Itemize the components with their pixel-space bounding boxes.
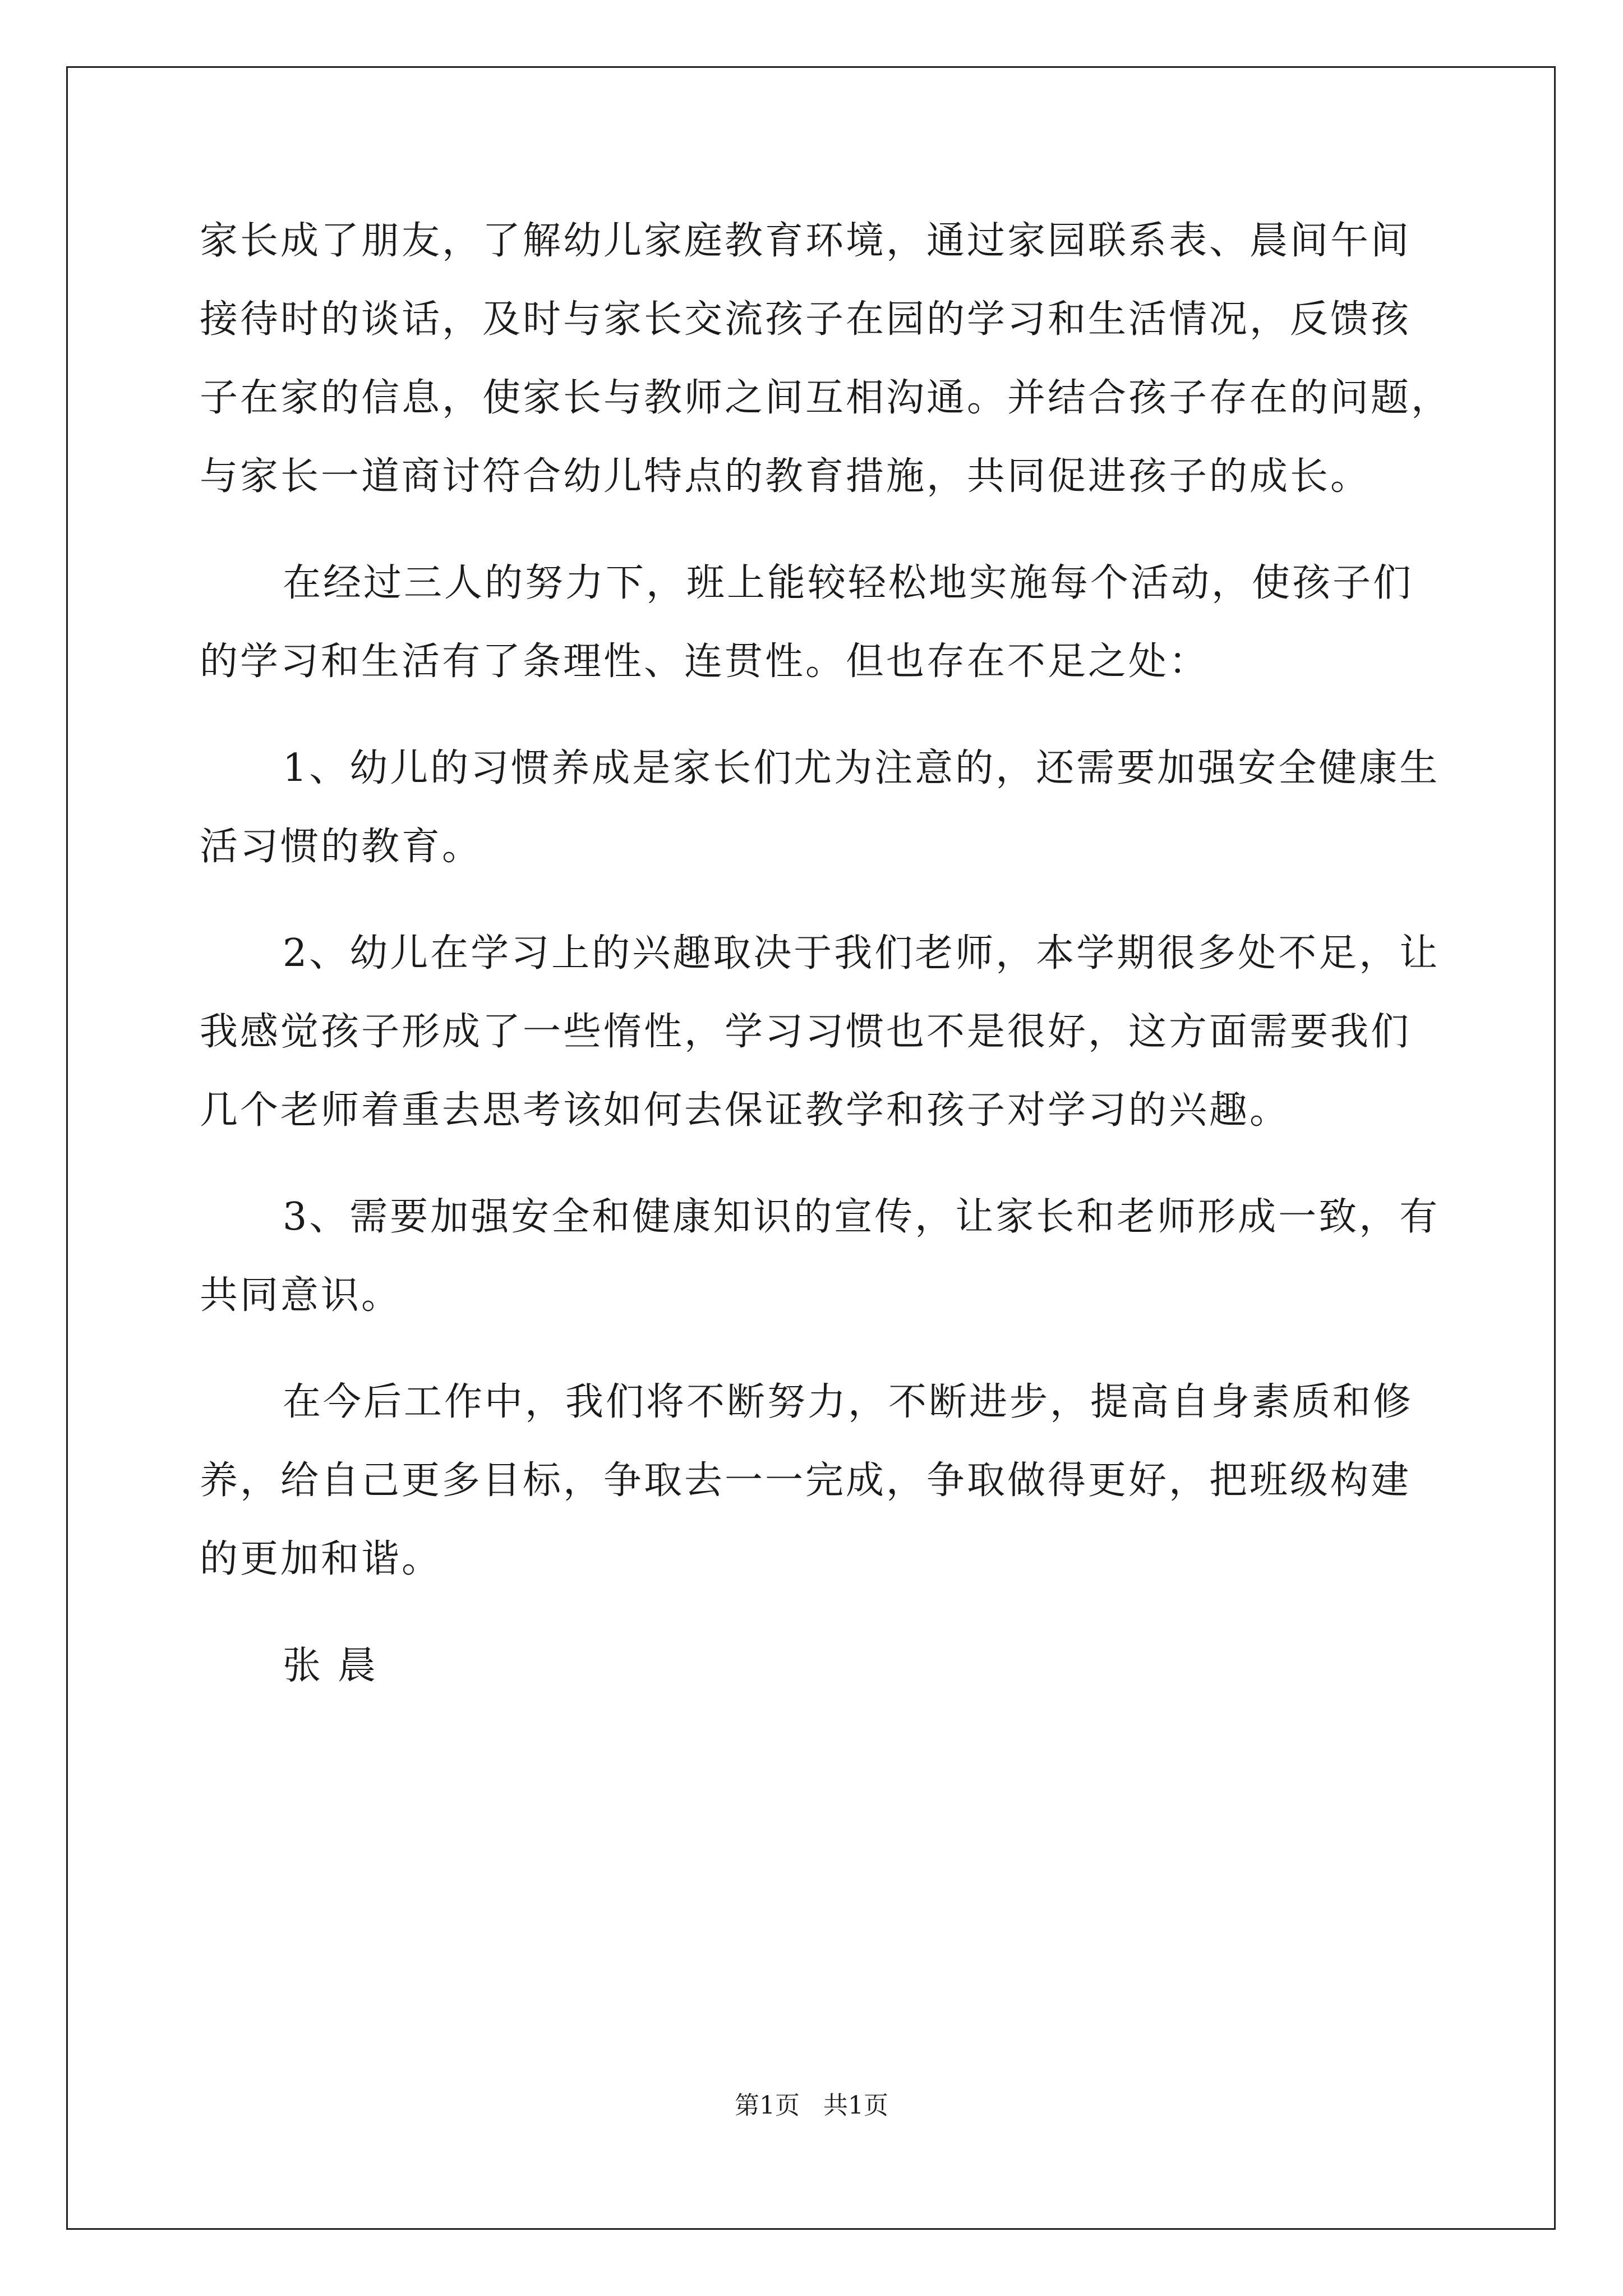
text-line: 在今后工作中，我们将不断努力，不断进步，提高自身素质和修 — [283, 1380, 1414, 1424]
text-line: 的更加和谐。 — [200, 1537, 442, 1581]
signature: 张晨 — [283, 1644, 393, 1688]
text-line: 与家长一道商讨符合幼儿特点的教育措施，共同促进孩子的成长。 — [200, 454, 1371, 499]
text-line: 3、需要加强安全和健康知识的宣传，让家长和老师形成一致，有 — [283, 1195, 1440, 1239]
text-line: 在经过三人的努力下，班上能较轻松地实施每个活动，使孩子们 — [283, 561, 1414, 605]
text-line: 我感觉孩子形成了一些惰性，学习习惯也不是很好，这方面需要我们 — [200, 1010, 1412, 1054]
text-line: 1、幼儿的习惯养成是家长们尤为注意的，还需要加强安全健康生 — [283, 746, 1440, 790]
text-line: 子在家的信息，使家长与教师之间互相沟通。并结合孩子存在的问题， — [200, 376, 1452, 420]
text-line: 家长成了朋友，了解幼儿家庭教育环境，通过家园联系表、晨间午间 — [200, 219, 1412, 263]
text-line: 的学习和生活有了条理性、连贯性。但也存在不足之处： — [200, 639, 1210, 684]
text-line: 养，给自己更多目标，争取去一一完成，争取做得更好，把班级构建 — [200, 1458, 1412, 1503]
page-number: 第1页 — [735, 2091, 800, 2120]
text-line: 2、幼儿在学习上的兴趣取决于我们老师，本学期很多处不足，让 — [283, 931, 1440, 976]
text-line: 接待时的谈话，及时与家长交流孩子在园的学习和生活情况，反馈孩 — [200, 297, 1412, 342]
text-line: 几个老师着重去思考该如何去保证教学和孩子对学习的兴趣。 — [200, 1088, 1290, 1133]
text-line: 共同意识。 — [200, 1273, 402, 1318]
text-line: 活习惯的教育。 — [200, 825, 483, 869]
page-footer — [0, 2089, 1623, 2123]
page-total: 共1页 — [823, 2091, 888, 2120]
